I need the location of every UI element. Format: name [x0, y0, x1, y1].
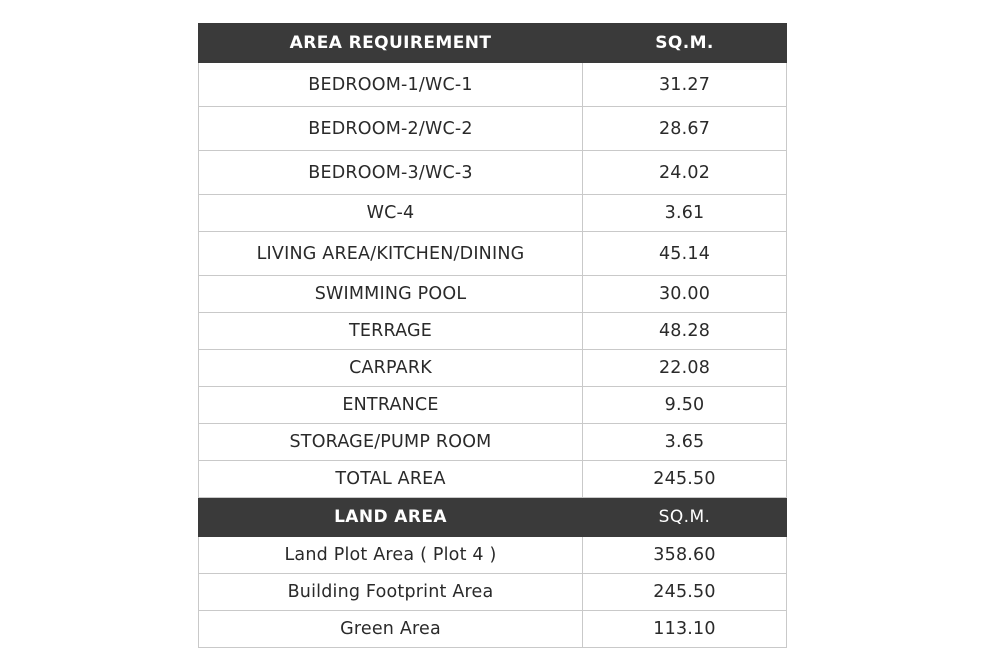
land-area-header-row [199, 498, 787, 537]
row-value: 24.02 [583, 151, 787, 195]
row-label: WC-4 [199, 195, 583, 232]
table-row [199, 574, 787, 611]
row-value: 358.60 [583, 537, 787, 574]
area-table [198, 23, 787, 648]
row-value: 28.67 [583, 107, 787, 151]
table-row [199, 276, 787, 313]
row-label: TERRAGE [199, 313, 583, 350]
row-value: 113.10 [583, 611, 787, 648]
land-area-header: LAND AREA [199, 498, 583, 537]
land-area-unit-header: SQ.M. [583, 498, 787, 537]
row-label: Green Area [199, 611, 583, 648]
row-label: BEDROOM-1/WC-1 [199, 63, 583, 107]
row-value: 3.65 [583, 424, 787, 461]
table-row [199, 611, 787, 648]
table-row [199, 313, 787, 350]
row-value: 30.00 [583, 276, 787, 313]
row-label: STORAGE/PUMP ROOM [199, 424, 583, 461]
row-value: 22.08 [583, 350, 787, 387]
row-label: SWIMMING POOL [199, 276, 583, 313]
area-requirement-unit-header: SQ.M. [583, 24, 787, 63]
table-row [199, 387, 787, 424]
row-label: TOTAL AREA [199, 461, 583, 498]
table-row [199, 232, 787, 276]
table-row [199, 63, 787, 107]
row-label: Land Plot Area ( Plot 4 ) [199, 537, 583, 574]
row-value: 245.50 [583, 461, 787, 498]
total-area-row [199, 461, 787, 498]
table-row [199, 350, 787, 387]
row-value: 245.50 [583, 574, 787, 611]
row-label: Building Footprint Area [199, 574, 583, 611]
table-row [199, 195, 787, 232]
row-label: BEDROOM-3/WC-3 [199, 151, 583, 195]
table-row [199, 424, 787, 461]
area-requirement-header: AREA REQUIREMENT [199, 24, 583, 63]
row-value: 3.61 [583, 195, 787, 232]
row-label: BEDROOM-2/WC-2 [199, 107, 583, 151]
row-label: ENTRANCE [199, 387, 583, 424]
table-row [199, 537, 787, 574]
row-value: 45.14 [583, 232, 787, 276]
area-requirement-header-row [199, 24, 787, 63]
row-label: CARPARK [199, 350, 583, 387]
row-value: 31.27 [583, 63, 787, 107]
table-row [199, 107, 787, 151]
row-label: LIVING AREA/KITCHEN/DINING [199, 232, 583, 276]
row-value: 48.28 [583, 313, 787, 350]
row-value: 9.50 [583, 387, 787, 424]
table-row [199, 151, 787, 195]
